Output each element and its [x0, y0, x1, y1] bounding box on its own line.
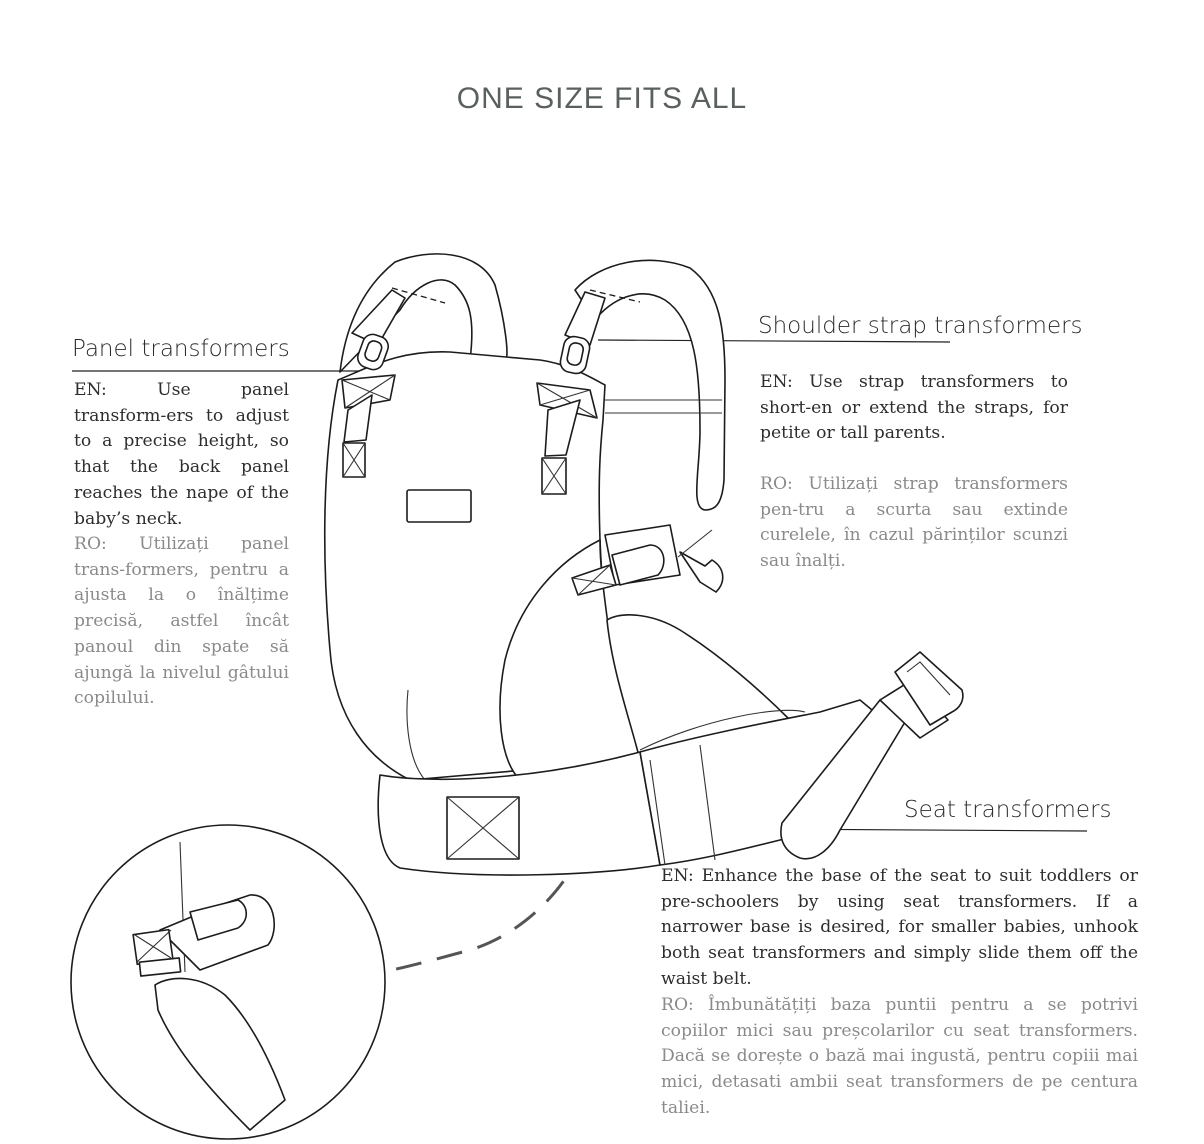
panel-ro-text: RO: Utilizați panel trans-formers, pentru a ajusta la o înălțime precisă, astfel încât panoul din spate să ajungă la nivelul gâtului copilului. — [74, 534, 289, 709]
label-tag — [407, 490, 471, 522]
shoulder-heading: Shoulder strap transformers — [758, 313, 1083, 339]
shoulder-ro-text: RO: Utilizați strap transformers pen-tru a scurta sau extinde curelele, în cazul părinților scunzi sau înalți. — [760, 474, 1068, 572]
seat-ro-text: RO: Îmbunătățiți baza puntii pentru a se potrivi copiilor mici sau preșcolarilor cu seat transformers. Dacă se dorește o bază mai ingustă, pentru copiii mai mici, detasati ambii seat transformers de pe centura taliei. — [661, 995, 1138, 1118]
seat-heading: Seat transformers — [904, 797, 1112, 823]
shoulder-en-text: EN: Use strap transformers to short-en or extend the straps, for petite or tall parents. — [760, 372, 1068, 444]
shoulder-leader-line — [598, 340, 950, 342]
panel-heading: Panel transformers — [72, 336, 290, 362]
page-title: ONE SIZE FITS ALL — [456, 82, 748, 115]
seat-en-text: EN: Enhance the base of the seat to suit toddlers or pre-schoolers by using seat transformers. If a narrower base is desired, for smaller babies, unhook both seat transformers and simply slide them off the waist belt. — [661, 866, 1138, 989]
panel-en-text: EN: Use panel transform-ers to adjust to a precise height, so that the back panel reaches the nape of the baby’s neck. — [74, 380, 289, 529]
